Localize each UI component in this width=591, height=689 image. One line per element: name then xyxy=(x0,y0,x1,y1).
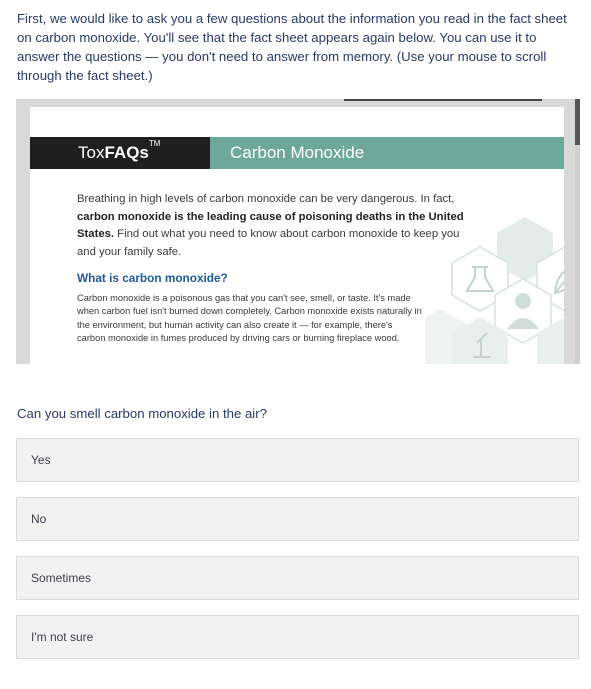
viewer-top-rule xyxy=(344,99,542,101)
toxfaqs-logo xyxy=(78,137,160,169)
instructions-text: First, we would like to ask you a few questions about the information you read in the fact sheet on carbon monoxide. You'll see that the fact sheet appears again below. You can use it to answer the questions — you don't need to answer from memory. (Use your mouse to scroll through the fact sheet.) xyxy=(17,11,567,83)
fact-sheet-viewer[interactable] xyxy=(16,99,580,364)
fact-sheet-lead xyxy=(77,191,477,261)
option-yes[interactable]: Yes xyxy=(16,438,579,482)
viewer-scroll-thumb[interactable] xyxy=(575,99,580,145)
question-text: Can you smell carbon monoxide in the air? xyxy=(17,406,267,421)
section-body: Carbon monoxide is a poisonous gas that you can't see, smell, or taste. It's made when carbon fuel isn't burned down completely. Carbon monoxide exists naturally in the environment, but human activity can also create it — for example, there's carbon monoxide in fumes produced by driving cars or burning fireplace wood. xyxy=(77,293,422,344)
lead-text-bold: carbon monoxide is the leading cause of poisoning deaths in the United States. xyxy=(77,210,464,240)
lead-text-end: Find out what you need to know about carbon monoxide to keep you and your family safe. xyxy=(77,228,460,258)
trademark-mark: TM xyxy=(148,139,161,148)
option-sometimes[interactable]: Sometimes xyxy=(16,556,579,600)
fact-sheet-page xyxy=(30,107,564,364)
section-heading: What is carbon monoxide? xyxy=(77,271,228,285)
lead-text-start: Breathing in high levels of carbon monoxide can be very dangerous. In fact, xyxy=(77,193,455,205)
brand-bold: FAQs xyxy=(104,143,149,162)
hexagon-decoration xyxy=(425,217,564,364)
option-not-sure[interactable]: I'm not sure xyxy=(16,615,579,659)
option-no[interactable]: No xyxy=(16,497,579,541)
brand-prefix: Tox xyxy=(78,143,105,162)
fact-sheet-title: Carbon Monoxide xyxy=(230,143,365,162)
